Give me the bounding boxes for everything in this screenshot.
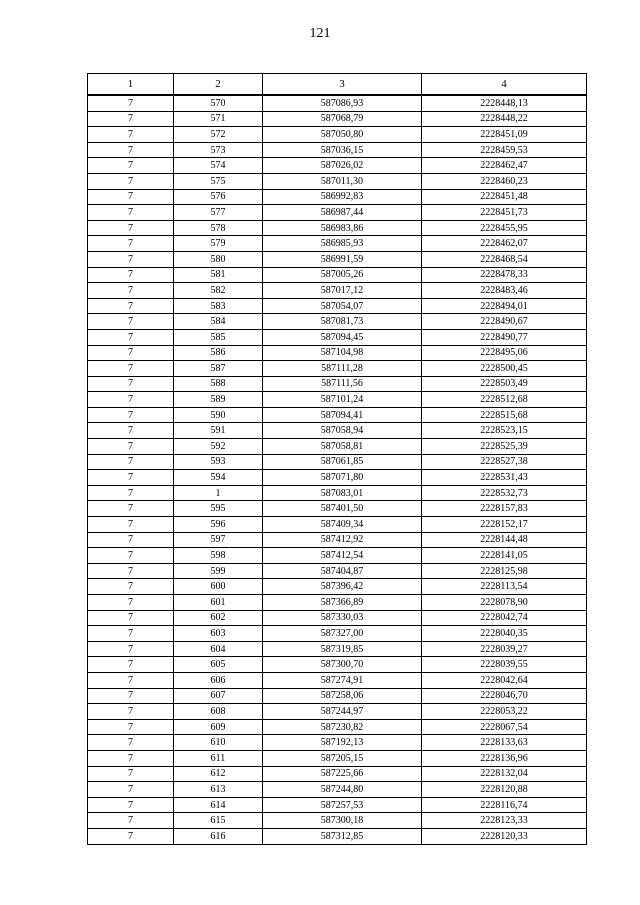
table-row [88, 595, 587, 611]
cell-x-coordinate: 587111,56 [263, 376, 422, 392]
cell-parcel: 7 [88, 641, 174, 657]
cell-x-coordinate: 587225,66 [263, 766, 422, 782]
cell-x-coordinate: 587101,24 [263, 392, 422, 408]
cell-point-number: 611 [174, 750, 263, 766]
table-header [88, 74, 587, 96]
cell-parcel: 7 [88, 392, 174, 408]
cell-y-coordinate: 2228490,67 [422, 314, 587, 330]
cell-parcel: 7 [88, 501, 174, 517]
page-number: 121 [309, 26, 331, 41]
cell-point-number: 593 [174, 454, 263, 470]
cell-y-coordinate: 2228490,77 [422, 329, 587, 345]
cell-parcel: 7 [88, 766, 174, 782]
cell-x-coordinate: 587036,15 [263, 142, 422, 158]
cell-parcel: 7 [88, 454, 174, 470]
cell-x-coordinate: 587300,18 [263, 813, 422, 829]
cell-point-number: 615 [174, 813, 263, 829]
cell-point-number: 616 [174, 828, 263, 844]
cell-point-number: 573 [174, 142, 263, 158]
cell-point-number: 595 [174, 501, 263, 517]
table-row [88, 626, 587, 642]
cell-parcel: 7 [88, 407, 174, 423]
cell-x-coordinate: 587081,73 [263, 314, 422, 330]
cell-parcel: 7 [88, 797, 174, 813]
cell-y-coordinate: 2228042,74 [422, 610, 587, 626]
cell-y-coordinate: 2228451,09 [422, 127, 587, 143]
cell-y-coordinate: 2228462,47 [422, 158, 587, 174]
cell-parcel: 7 [88, 828, 174, 844]
cell-y-coordinate: 2228500,45 [422, 361, 587, 377]
cell-parcel: 7 [88, 251, 174, 267]
cell-point-number: 591 [174, 423, 263, 439]
table-row [88, 314, 587, 330]
table-row [88, 283, 587, 299]
cell-x-coordinate: 587017,12 [263, 283, 422, 299]
cell-parcel: 7 [88, 361, 174, 377]
table-row [88, 485, 587, 501]
cell-point-number: 614 [174, 797, 263, 813]
cell-y-coordinate: 2228039,55 [422, 657, 587, 673]
cell-y-coordinate: 2228136,96 [422, 750, 587, 766]
cell-x-coordinate: 587258,06 [263, 688, 422, 704]
cell-x-coordinate: 587050,80 [263, 127, 422, 143]
cell-y-coordinate: 2228039,27 [422, 641, 587, 657]
cell-parcel: 7 [88, 173, 174, 189]
cell-y-coordinate: 2228448,22 [422, 111, 587, 127]
cell-x-coordinate: 587404,87 [263, 563, 422, 579]
table-row [88, 407, 587, 423]
cell-parcel: 7 [88, 439, 174, 455]
cell-point-number: 596 [174, 517, 263, 533]
coordinates-table [87, 73, 587, 845]
table-row [88, 532, 587, 548]
cell-parcel: 7 [88, 750, 174, 766]
cell-point-number: 582 [174, 283, 263, 299]
cell-x-coordinate: 587319,85 [263, 641, 422, 657]
cell-parcel: 7 [88, 688, 174, 704]
table-row [88, 111, 587, 127]
table-row [88, 454, 587, 470]
cell-parcel: 7 [88, 329, 174, 345]
cell-point-number: 608 [174, 704, 263, 720]
cell-y-coordinate: 2228462,07 [422, 236, 587, 252]
cell-y-coordinate: 2228483,46 [422, 283, 587, 299]
cell-y-coordinate: 2228531,43 [422, 470, 587, 486]
cell-y-coordinate: 2228144,48 [422, 532, 587, 548]
cell-parcel: 7 [88, 579, 174, 595]
cell-point-number: 580 [174, 251, 263, 267]
table-row [88, 782, 587, 798]
table-row [88, 298, 587, 314]
cell-y-coordinate: 2228120,33 [422, 828, 587, 844]
cell-point-number: 578 [174, 220, 263, 236]
cell-point-number: 577 [174, 205, 263, 221]
cell-x-coordinate: 587061,85 [263, 454, 422, 470]
cell-point-number: 581 [174, 267, 263, 283]
cell-y-coordinate: 2228527,38 [422, 454, 587, 470]
cell-point-number: 588 [174, 376, 263, 392]
cell-x-coordinate: 587071,80 [263, 470, 422, 486]
cell-point-number: 613 [174, 782, 263, 798]
cell-point-number: 579 [174, 236, 263, 252]
cell-parcel: 7 [88, 626, 174, 642]
cell-y-coordinate: 2228523,15 [422, 423, 587, 439]
cell-parcel: 7 [88, 283, 174, 299]
table-row [88, 127, 587, 143]
table-row [88, 361, 587, 377]
cell-y-coordinate: 2228157,83 [422, 501, 587, 517]
cell-y-coordinate: 2228468,54 [422, 251, 587, 267]
cell-y-coordinate: 2228141,05 [422, 548, 587, 564]
cell-point-number: 1 [174, 485, 263, 501]
cell-parcel: 7 [88, 345, 174, 361]
table-row [88, 548, 587, 564]
cell-y-coordinate: 2228046,70 [422, 688, 587, 704]
cell-point-number: 586 [174, 345, 263, 361]
cell-x-coordinate: 587396,42 [263, 579, 422, 595]
cell-y-coordinate: 2228120,88 [422, 782, 587, 798]
cell-x-coordinate: 587011,30 [263, 173, 422, 189]
cell-y-coordinate: 2228113,54 [422, 579, 587, 595]
table-row [88, 189, 587, 205]
cell-point-number: 592 [174, 439, 263, 455]
cell-y-coordinate: 2228448,13 [422, 95, 587, 111]
cell-y-coordinate: 2228078,90 [422, 595, 587, 611]
table-row [88, 766, 587, 782]
cell-y-coordinate: 2228451,48 [422, 189, 587, 205]
cell-x-coordinate: 587068,79 [263, 111, 422, 127]
cell-point-number: 597 [174, 532, 263, 548]
cell-parcel: 7 [88, 236, 174, 252]
cell-y-coordinate: 2228532,73 [422, 485, 587, 501]
cell-parcel: 7 [88, 735, 174, 751]
column-header-3: 3 [263, 74, 422, 96]
cell-point-number: 606 [174, 672, 263, 688]
cell-y-coordinate: 2228512,68 [422, 392, 587, 408]
cell-y-coordinate: 2228152,17 [422, 517, 587, 533]
cell-x-coordinate: 587086,93 [263, 95, 422, 111]
cell-parcel: 7 [88, 782, 174, 798]
cell-parcel: 7 [88, 376, 174, 392]
cell-x-coordinate: 587244,97 [263, 704, 422, 720]
cell-y-coordinate: 2228495,06 [422, 345, 587, 361]
table-row [88, 517, 587, 533]
cell-parcel: 7 [88, 470, 174, 486]
cell-point-number: 594 [174, 470, 263, 486]
cell-parcel: 7 [88, 610, 174, 626]
cell-parcel: 7 [88, 672, 174, 688]
table-row [88, 345, 587, 361]
table-row [88, 719, 587, 735]
cell-parcel: 7 [88, 142, 174, 158]
cell-parcel: 7 [88, 517, 174, 533]
table-row [88, 205, 587, 221]
table-row [88, 641, 587, 657]
cell-point-number: 610 [174, 735, 263, 751]
cell-point-number: 600 [174, 579, 263, 595]
cell-parcel: 7 [88, 314, 174, 330]
cell-y-coordinate: 2228494,01 [422, 298, 587, 314]
cell-point-number: 590 [174, 407, 263, 423]
cell-point-number: 601 [174, 595, 263, 611]
cell-point-number: 589 [174, 392, 263, 408]
cell-y-coordinate: 2228460,23 [422, 173, 587, 189]
cell-x-coordinate: 587300,70 [263, 657, 422, 673]
cell-y-coordinate: 2228478,33 [422, 267, 587, 283]
cell-x-coordinate: 587026,02 [263, 158, 422, 174]
cell-x-coordinate: 587230,82 [263, 719, 422, 735]
cell-parcel: 7 [88, 189, 174, 205]
table-row [88, 735, 587, 751]
column-header-1: 1 [88, 74, 174, 96]
cell-x-coordinate: 587366,89 [263, 595, 422, 611]
table-row [88, 95, 587, 111]
cell-y-coordinate: 2228133,63 [422, 735, 587, 751]
table-row [88, 813, 587, 829]
table-row [88, 158, 587, 174]
table-row [88, 267, 587, 283]
cell-parcel: 7 [88, 423, 174, 439]
cell-point-number: 575 [174, 173, 263, 189]
cell-y-coordinate: 2228067,54 [422, 719, 587, 735]
cell-point-number: 612 [174, 766, 263, 782]
cell-y-coordinate: 2228455,95 [422, 220, 587, 236]
cell-y-coordinate: 2228116,74 [422, 797, 587, 813]
cell-point-number: 609 [174, 719, 263, 735]
cell-y-coordinate: 2228459,53 [422, 142, 587, 158]
cell-parcel: 7 [88, 704, 174, 720]
cell-parcel: 7 [88, 111, 174, 127]
column-header-4: 4 [422, 74, 587, 96]
cell-x-coordinate: 586987,44 [263, 205, 422, 221]
table-row [88, 797, 587, 813]
cell-parcel: 7 [88, 813, 174, 829]
cell-parcel: 7 [88, 532, 174, 548]
cell-x-coordinate: 587058,81 [263, 439, 422, 455]
table-row [88, 657, 587, 673]
cell-parcel: 7 [88, 205, 174, 221]
cell-y-coordinate: 2228042,64 [422, 672, 587, 688]
cell-parcel: 7 [88, 127, 174, 143]
table-row [88, 439, 587, 455]
cell-y-coordinate: 2228503,49 [422, 376, 587, 392]
cell-x-coordinate: 587327,00 [263, 626, 422, 642]
cell-point-number: 599 [174, 563, 263, 579]
cell-x-coordinate: 587412,54 [263, 548, 422, 564]
table-row [88, 376, 587, 392]
table-row [88, 579, 587, 595]
cell-parcel: 7 [88, 595, 174, 611]
cell-point-number: 570 [174, 95, 263, 111]
cell-x-coordinate: 587330,03 [263, 610, 422, 626]
cell-x-coordinate: 587401,50 [263, 501, 422, 517]
cell-point-number: 574 [174, 158, 263, 174]
cell-x-coordinate: 587205,15 [263, 750, 422, 766]
cell-point-number: 604 [174, 641, 263, 657]
cell-x-coordinate: 586991,59 [263, 251, 422, 267]
cell-parcel: 7 [88, 719, 174, 735]
table-row [88, 251, 587, 267]
cell-point-number: 587 [174, 361, 263, 377]
table-row [88, 610, 587, 626]
table-body [88, 95, 587, 844]
cell-x-coordinate: 587312,85 [263, 828, 422, 844]
cell-x-coordinate: 587054,07 [263, 298, 422, 314]
cell-parcel: 7 [88, 220, 174, 236]
cell-x-coordinate: 587083,01 [263, 485, 422, 501]
table-row [88, 220, 587, 236]
cell-parcel: 7 [88, 267, 174, 283]
cell-x-coordinate: 587257,53 [263, 797, 422, 813]
cell-x-coordinate: 587094,45 [263, 329, 422, 345]
cell-x-coordinate: 587111,28 [263, 361, 422, 377]
cell-y-coordinate: 2228123,33 [422, 813, 587, 829]
table-header-row [88, 74, 587, 96]
cell-y-coordinate: 2228053,22 [422, 704, 587, 720]
cell-point-number: 572 [174, 127, 263, 143]
cell-parcel: 7 [88, 485, 174, 501]
cell-parcel: 7 [88, 563, 174, 579]
cell-x-coordinate: 587412,92 [263, 532, 422, 548]
table-row [88, 329, 587, 345]
cell-x-coordinate: 586983,86 [263, 220, 422, 236]
cell-x-coordinate: 587058,94 [263, 423, 422, 439]
table-row [88, 236, 587, 252]
table-row [88, 392, 587, 408]
table-row [88, 423, 587, 439]
cell-point-number: 584 [174, 314, 263, 330]
cell-x-coordinate: 587244,80 [263, 782, 422, 798]
cell-parcel: 7 [88, 548, 174, 564]
cell-y-coordinate: 2228040,35 [422, 626, 587, 642]
table-row [88, 704, 587, 720]
table-row [88, 501, 587, 517]
cell-point-number: 603 [174, 626, 263, 642]
cell-x-coordinate: 587094,41 [263, 407, 422, 423]
table-row [88, 563, 587, 579]
cell-point-number: 605 [174, 657, 263, 673]
cell-point-number: 585 [174, 329, 263, 345]
cell-x-coordinate: 586985,93 [263, 236, 422, 252]
cell-x-coordinate: 587409,34 [263, 517, 422, 533]
cell-x-coordinate: 587192,13 [263, 735, 422, 751]
cell-y-coordinate: 2228132,04 [422, 766, 587, 782]
cell-parcel: 7 [88, 158, 174, 174]
cell-parcel: 7 [88, 298, 174, 314]
table-row [88, 672, 587, 688]
cell-y-coordinate: 2228515,68 [422, 407, 587, 423]
table-row [88, 750, 587, 766]
cell-point-number: 602 [174, 610, 263, 626]
cell-point-number: 607 [174, 688, 263, 704]
cell-y-coordinate: 2228525,39 [422, 439, 587, 455]
cell-x-coordinate: 587104,98 [263, 345, 422, 361]
table-row [88, 828, 587, 844]
cell-x-coordinate: 587274,91 [263, 672, 422, 688]
cell-x-coordinate: 587005,26 [263, 267, 422, 283]
cell-parcel: 7 [88, 95, 174, 111]
cell-y-coordinate: 2228451,73 [422, 205, 587, 221]
column-header-2: 2 [174, 74, 263, 96]
cell-point-number: 598 [174, 548, 263, 564]
cell-point-number: 571 [174, 111, 263, 127]
cell-point-number: 576 [174, 189, 263, 205]
cell-x-coordinate: 586992,83 [263, 189, 422, 205]
table-row [88, 173, 587, 189]
cell-point-number: 583 [174, 298, 263, 314]
cell-parcel: 7 [88, 657, 174, 673]
table-row [88, 688, 587, 704]
cell-y-coordinate: 2228125,98 [422, 563, 587, 579]
table-row [88, 142, 587, 158]
table-row [88, 470, 587, 486]
